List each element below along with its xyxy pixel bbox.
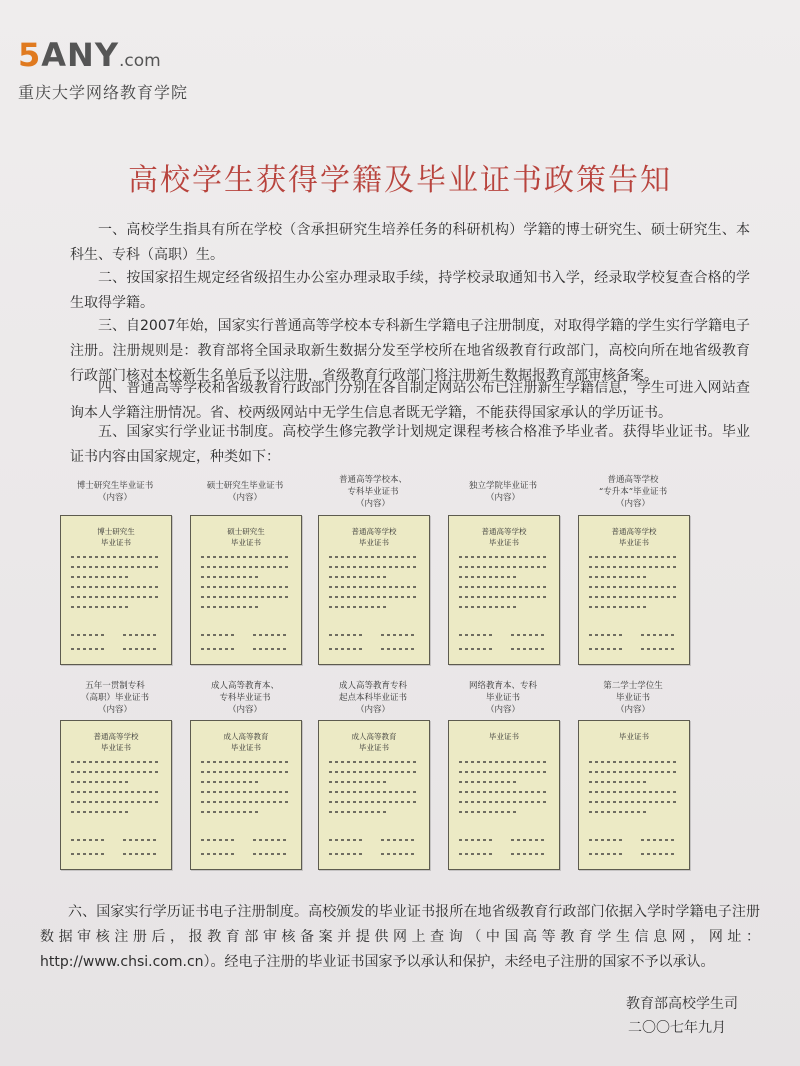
certificate-text-line (459, 606, 519, 608)
certificate-caption: 普通高等学校 “专升本”毕业证书 （内容） (598, 475, 668, 509)
certificate-text-line (71, 586, 159, 588)
paragraph-2: 二、按国家招生规定经省级招生办公室办理录取手续，持学校录取通知书入学，经录取学校复查合格的学生取得学籍。 (70, 270, 750, 311)
certificate-sign-line (511, 648, 545, 650)
certificate-sign-line (381, 634, 415, 636)
certificate-text-line (329, 606, 389, 608)
page-title: 高校学生获得学籍及毕业证书政策告知 (128, 163, 672, 198)
certificate-thumbnail (318, 720, 430, 870)
certificate-sign-line (329, 634, 365, 636)
certificate-sign-line (201, 853, 237, 855)
certificate-text-line (329, 811, 389, 813)
certificate-text-line (459, 586, 547, 588)
certificate-thumbnail (578, 515, 690, 665)
certificate-text-line (459, 771, 547, 773)
certificate-sign-line (71, 648, 107, 650)
logo-brand-suffix: .com (118, 51, 161, 71)
certificate-sign-line (459, 853, 495, 855)
certificate-text-line (329, 801, 417, 803)
paragraph-4: 四、普通高等学校和省级教育行政部门分别在各自制定网站公布已注册新生学籍信息，学生可进入网站查询本人学籍注册情况。省、校两级网站中无学生信息者既无学籍，不能获得国家承认的学历证书。 (70, 380, 750, 421)
paragraph-3: 三、自2007年始，国家实行普通高等学校本专科新生学籍电子注册制度，对取得学籍的学生实行学籍电子注册。注册规则是：教育部将全国录取新生数据分发至学校所在地省级教育行政部门，高校向所在地省级教育行政部门核对本校新生名单后予以注册，省级教育行政部门将注册新生数据报教育部审核备案。 (70, 318, 750, 384)
certificate-text-line (459, 566, 547, 568)
certificate-text-line (459, 811, 519, 813)
certificate-text-line (201, 606, 261, 608)
certificate-text-line (329, 771, 417, 773)
certificate-sign-line (253, 853, 287, 855)
certificate-text-line (201, 566, 289, 568)
certificate-heading: 普通高等学校 毕业证书 (351, 527, 397, 547)
certificate-sign-line (641, 634, 675, 636)
certificate-sign-line (641, 839, 675, 841)
certificate-caption: 网络教育本、专科 毕业证书 （内容） (468, 681, 537, 715)
certificate-heading: 成人高等教育 毕业证书 (223, 732, 269, 752)
certificate-text-line (201, 811, 261, 813)
certificate-text-line (71, 576, 131, 578)
certificate-caption: 五年一贯制专科 （高职）毕业证书 （内容） (80, 681, 149, 715)
certificate-text-line (201, 596, 289, 598)
certificate-text-line (589, 556, 677, 558)
certificate-text-line (589, 771, 677, 773)
certificate-sign-line (71, 634, 107, 636)
certificate-sign-line (253, 839, 287, 841)
certificate-sign-line (329, 839, 365, 841)
certificate-text-line (71, 791, 159, 793)
certificate-sign-line (381, 839, 415, 841)
certificate-text-line (71, 801, 159, 803)
certificate-text-line (329, 576, 389, 578)
certificate-sign-line (511, 853, 545, 855)
certificate-caption: 独立学院毕业证书 （内容） (468, 481, 537, 503)
certificate-sign-line (381, 648, 415, 650)
certificate-text-line (71, 556, 159, 558)
certificate-thumbnail (448, 515, 560, 665)
certificate-heading: 普通高等学校 毕业证书 (93, 732, 139, 752)
logo-brand-rest: ANY (41, 36, 119, 74)
certificate-sign-line (589, 853, 625, 855)
certificate-text-line (71, 761, 159, 763)
certificate-text-line (201, 771, 289, 773)
certificate-text-line (589, 606, 649, 608)
certificate-heading: 硕士研究生 毕业证书 (227, 527, 265, 547)
certificate-text-line (201, 801, 289, 803)
certificate-text-line (201, 781, 261, 783)
certificate-thumbnail (60, 720, 172, 870)
certificate-sign-line (589, 634, 625, 636)
certificate-thumbnail (190, 515, 302, 665)
certificate-text-line (71, 811, 131, 813)
certificate-sign-line (459, 839, 495, 841)
paragraph-5: 五、国家实行学业证书制度。高校学生修完教学计划规定课程考核合格准予毕业者。获得毕业证书。毕业证书内容由国家规定，种类如下： (70, 424, 750, 465)
paragraph-1: 一、高校学生指具有所在学校（含承担研究生培养任务的科研机构）学籍的博士研究生、硕士研究生、本科生、专科（高职）生。 (70, 222, 750, 263)
certificate-text-line (589, 811, 649, 813)
certificate-text-line (201, 586, 289, 588)
certificate-caption: 成人高等教育专科 起点本科毕业证书 （内容） (338, 681, 407, 715)
certificate-thumbnail (578, 720, 690, 870)
certificate-text-line (459, 791, 547, 793)
certificate-sign-line (201, 839, 237, 841)
logo-subtitle: 重庆大学网络教育学院 (18, 83, 189, 102)
certificate-sign-line (253, 648, 287, 650)
certificate-text-line (71, 771, 159, 773)
certificate-caption: 普通高等学校本、 专科毕业证书 （内容） (338, 475, 407, 509)
logo-brand-prefix: 5 (18, 36, 42, 74)
certificate-text-line (329, 791, 417, 793)
certificate-sign-line (511, 634, 545, 636)
certificate-sign-line (71, 839, 107, 841)
certificate-caption: 硕士研究生毕业证书 （内容） (206, 481, 284, 503)
certificate-caption: 第二学士学位生 毕业证书 （内容） (603, 681, 663, 715)
certificate-text-line (589, 761, 677, 763)
certificate-heading: 毕业证书 (489, 732, 519, 741)
certificate-text-line (329, 761, 417, 763)
certificate-sign-line (123, 634, 157, 636)
signoff-issuer: 教育部高校学生司 (626, 996, 738, 1012)
certificate-heading: 普通高等学校 毕业证书 (611, 527, 657, 547)
certificate-thumbnail (190, 720, 302, 870)
certificate-text-line (459, 576, 519, 578)
certificate-text-line (589, 801, 677, 803)
certificate-thumbnail (60, 515, 172, 665)
signoff-date: 二〇〇七年九月 (628, 1020, 726, 1036)
certificate-heading: 成人高等教育 毕业证书 (351, 732, 397, 752)
certificate-thumbnail (318, 515, 430, 665)
certificate-sign-line (201, 648, 237, 650)
certificate-sign-line (589, 648, 625, 650)
certificate-text-line (459, 556, 547, 558)
certificate-sign-line (381, 853, 415, 855)
certificate-sign-line (123, 648, 157, 650)
certificate-text-line (71, 781, 131, 783)
certificate-sign-line (329, 648, 365, 650)
certificate-sign-line (641, 853, 675, 855)
certificate-text-line (589, 586, 677, 588)
certificate-text-line (589, 596, 677, 598)
certificate-text-line (71, 596, 159, 598)
certificate-text-line (329, 586, 417, 588)
certificate-text-line (589, 566, 677, 568)
certificate-text-line (459, 781, 519, 783)
certificate-sign-line (71, 853, 107, 855)
certificate-sign-line (641, 648, 675, 650)
certificate-sign-line (253, 634, 287, 636)
certificate-text-line (71, 606, 131, 608)
certificate-sign-line (589, 839, 625, 841)
paragraph-6: 六、国家实行学历证书电子注册制度。高校颁发的毕业证书报所在地省级教育行政部门依据入学时学籍电子注册数据审核注册后，报教育部审核备案并提供网上查询（中国高等教育学生信息网，网址：http://www.chsi.com.cn）。经电子注册的毕业证书国家予以承认和保护，未经电子注册的国家不予以承认。 (40, 904, 760, 970)
certificate-text-line (329, 596, 417, 598)
certificate-text-line (71, 566, 159, 568)
logo (18, 38, 188, 103)
certificate-text-line (201, 791, 289, 793)
certificate-text-line (329, 566, 417, 568)
certificate-text-line (459, 596, 547, 598)
certificate-sign-line (511, 839, 545, 841)
certificate-text-line (329, 781, 389, 783)
certificate-caption: 成人高等教育本、 专科毕业证书 （内容） (210, 681, 279, 715)
certificate-sign-line (123, 839, 157, 841)
certificate-thumbnail (448, 720, 560, 870)
certificate-heading: 普通高等学校 毕业证书 (481, 527, 527, 547)
certificate-heading: 博士研究生 毕业证书 (97, 527, 135, 547)
logo-brand (18, 38, 188, 78)
certificate-text-line (201, 576, 261, 578)
certificate-caption: 博士研究生毕业证书 （内容） (76, 481, 154, 503)
certificate-text-line (589, 781, 649, 783)
certificate-sign-line (329, 853, 365, 855)
certificate-sign-line (459, 648, 495, 650)
certificate-sign-line (201, 634, 237, 636)
certificate-text-line (459, 801, 547, 803)
certificate-text-line (201, 761, 289, 763)
certificate-text-line (589, 576, 649, 578)
certificate-text-line (329, 556, 417, 558)
certificate-sign-line (123, 853, 157, 855)
certificate-sign-line (459, 634, 495, 636)
certificate-text-line (459, 761, 547, 763)
certificate-text-line (589, 791, 677, 793)
certificate-text-line (201, 556, 289, 558)
certificate-heading: 毕业证书 (619, 732, 649, 741)
